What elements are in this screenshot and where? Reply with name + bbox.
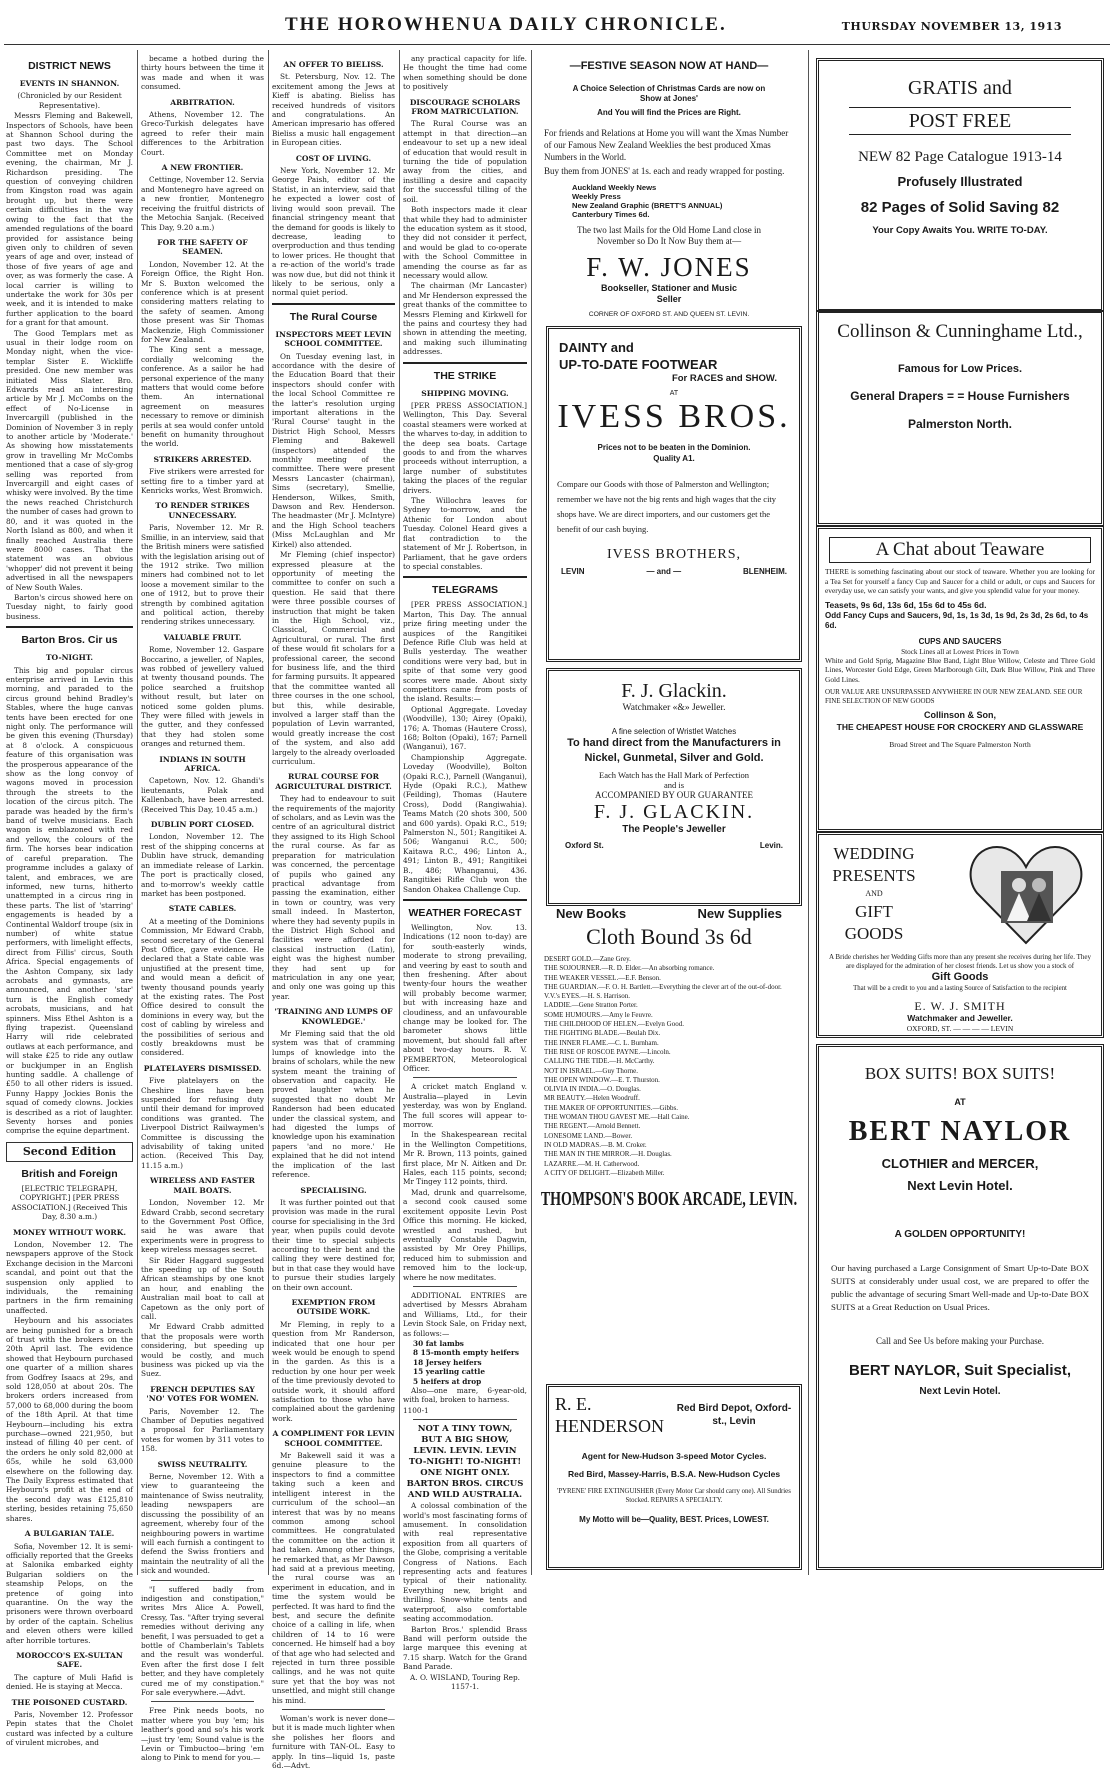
pages-line: 82 Pages of Solid Saving 82	[860, 199, 1060, 216]
book-entry: LADDIE.—Gene Stratton Porter.	[544, 1001, 638, 1010]
article-paragraph: A cricket match England v. Australia—played in Levin yesterday, was won by England. The full scores will appear to-morrow.	[403, 1082, 527, 1130]
naylor-at: AT	[954, 1097, 966, 1107]
book-entry: THE OPEN WINDOW.—E. T. Thurston.	[544, 1075, 660, 1084]
palmerston-line: Palmerston North.	[907, 417, 1012, 431]
next-hotel-line: Next Levin Hotel.	[919, 1386, 1001, 1397]
article-paragraph: Wellington, Nov. 13. Indications (12 noon to-day) are for south-easterly winds, moderate to strong prevailing, and veering by east to south and then freshening. After about twenty-four hours the weather will probably become warmer, but with increasing haze and cloudiness, and an unfavourable change may be looked for. The barometer shows little movement, but should fall after about two-day hours. R. V. PEMBERTON, Meteorological Officer.	[403, 922, 527, 1073]
smith-name: E. W. J. SMITH	[914, 999, 1006, 1013]
heading-tonight: TO-NIGHT.	[45, 653, 94, 663]
next-levin-line: Next Levin Hotel.	[907, 1178, 1013, 1193]
collinson-name: Collinson & Cunninghame Ltd.,	[837, 321, 1083, 342]
wedding-line: PRESENTS	[832, 866, 916, 885]
stock-entry: 5 heifers at drop	[413, 1376, 482, 1386]
wedding-line: GOODS	[844, 924, 904, 943]
drapers-line: General Drapers = = House Furnishers	[850, 389, 1070, 403]
circus-line: LEVIN. LEVIN. LEVIN	[413, 1446, 517, 1457]
heading-swiss: SWISS NEUTRALITY.	[157, 1459, 248, 1469]
circus-line: BUT A BIG SHOW,	[421, 1435, 509, 1446]
article-paragraph: The Rural Course was an attempt in that direction—an endeavour to set up a new ideal of education that would result in turning the tide of population away from the cities, and instilling a desire and capacity for the successful tilling of the soil.	[403, 119, 527, 204]
ivess-and: — and —	[646, 567, 682, 576]
heading-discourage: DISCOURAGE SCHOLARS FROM MATRICULATION.	[409, 97, 521, 117]
article-paragraph: Athens, November 12. The Greco-Turkish delegates have agreed to refer their main differences to the Arbitration Court.	[141, 110, 264, 157]
article-paragraph: The chairman (Mr Lancaster) and Mr Henderson expressed the great thanks of the committee to Messrs Fleming and Kirkwell for the pains and courtesy they had shown in attending the meeting, and making such illuminating addresses.	[403, 281, 527, 357]
article-paragraph: The capture of Muli Hafid is denied. He is staying at Mecca.	[6, 1672, 133, 1692]
heading-custard: THE POISONED CUSTARD.	[11, 1697, 128, 1707]
divider	[413, 1419, 517, 1420]
column-rule	[268, 50, 269, 1575]
naylor-paragraph: Our having purchased a Large Consignment of Smart Up-to-Date BOX SUITS at considerably under usual cost, we are prepared to offer the public the advantage of securing Smart Well-made and Up-to-Date BOX SUITS at a Great Reduction on Usual Prices.	[831, 1263, 1089, 1312]
jones-address: CORNER OF OXFORD ST. AND QUEEN ST. LEVIN.	[588, 311, 750, 318]
wedding-line: AND	[865, 889, 883, 898]
book-entry: MR BEAUTY.—Helen Woodruff.	[544, 1094, 640, 1103]
article-paragraph: Paris, November 12. The Chamber of Deputies negatived a proposal for Parliamentary votes for women by 311 votes to 158.	[141, 1406, 264, 1454]
glackin-big-name: F. J. GLACKIN.	[593, 801, 755, 823]
box-suits-line: BOX SUITS! BOX SUITS!	[864, 1064, 1056, 1083]
heading-cost: COST OF LIVING.	[295, 153, 372, 163]
column-3	[272, 54, 395, 1770]
naylor-name: BERT NAYLOR	[848, 1116, 1072, 1147]
thompson-advert	[538, 906, 800, 1376]
heading-french: FRENCH DEPUTIES SAY 'NO' VOTES FOR WOMEN.	[146, 1384, 259, 1404]
gratis-line: POST FREE	[849, 107, 1071, 135]
teaware-paragraph: THERE is something fascinating about our stock of teaware. Whether you are looking for a Tea Set for yourself a fancy Cup and Saucer for a child or adult, or cups and Saucers for everyday use, we can satisfy your wants, and give you splendid value for your money.	[825, 567, 1095, 595]
book-entry: NOT IN ISRAEL.—Guy Thorne.	[544, 1066, 639, 1075]
article-paragraph: Sir Rider Haggard suggested the speeding up of the South African steamships by one knot an hour, and enabling the Australian mail boat to call at Capetown as the only port of call.	[141, 1255, 264, 1321]
teaware-advert	[816, 526, 1104, 832]
books-cloth: Cloth Bound 3s 6d	[586, 924, 752, 949]
column-4	[403, 54, 527, 1691]
naylor-advert	[816, 1044, 1104, 1570]
collinson-son: Collinson & Son,	[924, 710, 996, 720]
article-paragraph: London, November 12. At the Foreign Office, the Right Hon. Mr S. Buxton welcomed the conference which is at present considering matters relating to the safety of seamen. Among those present was Sir Thomas Mackenzie, High Commissioner for New Zealand.	[141, 259, 264, 344]
glackin-line: Each Watch has the Hall Mark of Perfection	[599, 770, 749, 780]
heading-training: 'TRAINING AND LUMPS OF KNOWLEDGE.'	[274, 1007, 393, 1026]
heading-cables: STATE CABLES.	[168, 904, 237, 914]
ivess-full-name: IVESS BROTHERS,	[606, 547, 742, 562]
article-paragraph: Mad, drunk and quarrelsome, a second cook caused some excitement opposite Levin Post Office this morning. He kicked, wrestled and rushed, but eventually Constable Dagwin, assisted by Mr Orey Phillips, reduced him to submission and removed him to the lock-up, where he now meditates.	[403, 1187, 527, 1282]
article-paragraph: Berne, November 12. With a view to guaranteeing the maintenance of Swiss neutrality, leading newspapers are discussing the possibility of an agreement, whereby four of the neighbouring powers in wartime will each furnish a contingent to defend the Swiss frontiers and maintain the neutrality of all the sick and wounded.	[141, 1472, 264, 1576]
divider	[282, 1709, 385, 1710]
book-entry: THE MAN IN THE MIRROR.—H. Douglas.	[544, 1150, 672, 1159]
heading-specialising: SPECIALISING.	[300, 1185, 367, 1195]
divider	[413, 1286, 517, 1287]
collinson-drapers-advert	[816, 310, 1104, 526]
teaware-paragraph: OUR VALUE ARE UNSURPASSED ANYWHERE IN OUR NEW ZEALAND. SEE OUR FINE SELECTION OF NEW GOODS	[825, 688, 1083, 705]
heading-british-foreign: British and Foreign	[21, 1167, 118, 1180]
divider	[403, 899, 527, 901]
weekly-title: Canterbury Times 6d.	[572, 210, 650, 219]
article-paragraph: Both inspectors made it clear that while they had to administer the education system as it stood, they did not consider it perfect, and would be glad to co-operate with the School Committee in amending the course as far as necessary would allow.	[403, 205, 527, 280]
article-paragraph: Rome, November 12. Gaspare Boccarino, a jeweller, of Naples, was robbed of jewellery valued at twenty thousand pounds. The police searched a fruitshop without result, but later on noticed some golden plums. They were filled with jewels in the gutter, and they confessed that they had stolen some oranges and returned them.	[141, 645, 264, 749]
books-new: New Books	[556, 906, 627, 921]
weekly-title: Weekly Press	[572, 192, 621, 201]
advert-paragraph: Free Pink needs boots, no matter where you buy 'em; his leather's good and so's his work—just try 'em; Sound value is the Levin or Timbuctoo—bring 'em along to Pink to mend for you.—	[141, 1706, 264, 1763]
jones-name: F. W. JONES	[586, 252, 752, 282]
column-rule	[399, 50, 400, 1575]
book-entry: THE CHILDHOOD OF HELEN.—Evelyn Good.	[544, 1020, 684, 1029]
circus-line: AND WILD AUSTRALIA.	[407, 1490, 523, 1501]
xmas-paragraph: Buy them from JONES' at 1s. each and ready wrapped for posting.	[544, 166, 785, 176]
wedding-line: GIFT	[855, 902, 893, 921]
glackin-line: The People's Jeweller	[622, 824, 726, 835]
wedding-line: WEDDING	[833, 844, 915, 863]
article-paragraph: Optional Aggregate. Loveday (Woodville), 130; Airey (Opaki), 176; A. Thomas (Hautere Cross), 168; Bolton (Opaki), 167; Parnell (Wanganui), 167.	[403, 704, 527, 752]
book-entry: THE RISE OF ROSCOE PAYNE.—Lincoln.	[544, 1047, 671, 1056]
glackin-town: Levin.	[759, 841, 783, 850]
column-rule	[808, 50, 809, 1575]
article-paragraph: Sofia, November 12. It is semi-officially reported that the Greeks at Salonika embarked eighty Bulgarian soldiers on the steamship Pelops, on the pretence of going into quarantine. On the way the prisoners were thrown overboard by order of the captain. Schelius and eleven others were killed after horrible tortures.	[6, 1541, 133, 1645]
column-rule	[137, 50, 138, 1575]
heading-telegrams: TELEGRAMS	[432, 584, 498, 597]
ivess-name: IVESS BROS.	[557, 398, 791, 435]
henderson-name: R. E. HENDERSON	[555, 1394, 665, 1436]
book-entry: SOME HUMOURS.—Amy le Feuvre.	[544, 1010, 653, 1019]
ivess-line: DAINTY and	[559, 340, 634, 355]
article-paragraph: St. Petersburg, Nov. 12. The excitement among the Jews at Kieff is abating. Bieliss has received hundreds of visitors and congratulations. An American impresario has offered Bieliss a music hall engagement in European cities.	[272, 72, 395, 148]
stock-entry: Also—one mare, 6-year-old, with foal, broken to harness.	[403, 1386, 527, 1405]
smith-wedding-advert	[816, 832, 1104, 1038]
column-rule	[531, 50, 532, 1575]
henderson-bikes: Red Bird, Massey-Harris, B.S.A. New-Hudson Cycles	[567, 1469, 781, 1479]
article-paragraph: Paris, November 12. Mr R. Smillie, in an interview, said that the British miners were satisfied with the legislation arising out of the 1912 strike. Two million miners had combined not to let loose a movement similar to the one of 1912, but to prove their strength by combined agitation and political action, thereby rendering strikes unnecessary.	[141, 523, 264, 627]
article-paragraph: became a hotbed during the thirty hours between the time it was made and when it was consumed.	[141, 54, 264, 92]
circus-line: ONE NIGHT ONLY.	[420, 1468, 510, 1479]
article-paragraph: Mr Fleming said that the old system was that of cramming lumps of knowledge into the brains of scholars, while the new system meant the training of observation and capacity. He proved laughter when he suggested that no doubt Mr Randerson had been educated under the classical system, and had digested the lumps of knowledge upon his examination papers 'and no more.' He explained that he did not intend the implication of the last reference.	[272, 1029, 395, 1180]
article-paragraph: Barton Bros.' splendid Brass Band will perform outside the large marquee this evening at 7.15 sharp. Watch for the Grand Band Parade.	[403, 1624, 527, 1672]
article-paragraph: In the Shakespearean recital in the Wellington Competitions, Mr R. Brown, 113 points, gained first place, Mr N. Aitken and Dr. Hales, each 115 points, second; Mr Tingey 112 points, third.	[403, 1130, 527, 1187]
mails-notice: The two last Mails for the Old Home Land close in November so Do It Now Buy them at—	[577, 225, 761, 246]
stock-entry: 30 fat lambs	[413, 1338, 464, 1348]
stock-entry: 15 yearling cattle	[413, 1367, 485, 1377]
article-paragraph: London, November 12. The rest of the shipping concerns at Dublin have struck, demanding an immediate release of Larkin. The port is practically closed, and to-morrow's weekly cattle market has been postponed.	[141, 832, 264, 898]
ivess-compare: Compare our Goods with those of Palmerston and Wellington; remember we have not the big rents and high wages that the city shops have. We are direct importers, and our customers get the benefit of our cash buying.	[557, 479, 777, 534]
credit-line: That will be a credit to you and a lasting Source of Satisfaction to the recipient	[853, 985, 1067, 992]
advert-paragraph: "I suffered badly from indigestion and constipation," writes Mrs Alice A. Powell, Cressy, Tas. "After trying several remedies without deriving any benefit, I was persuaded to get a bottle of Chamberlain's Tablets and the result was wonderful. Even after the first dose I felt better, and they have completely cured me of my constipation." For sale everywhere.—Advt.	[141, 1584, 264, 1697]
heading-rural-agri: RURAL COURSE FOR AGRICULTURAL DISTRICT.	[275, 772, 392, 791]
divider	[272, 303, 395, 305]
teaware-heading: A Chat about Teaware	[829, 537, 1091, 563]
advert-paragraph: Woman's work is never done—but it is made much lighter when she polishes her floors and furniture with TAN-OL. Easy to apply. In tins—liquid 1s, paste 6d.—Advt.	[272, 1714, 395, 1770]
heading-rural-course: The Rural Course	[289, 310, 378, 323]
smith-address: OXFORD, ST. — — — — LEVIN	[906, 1024, 1014, 1033]
ivess-line: For RACES and SHOW.	[671, 373, 777, 384]
article-paragraph: Cettinge, November 12. Servia and Montenegro have agreed on a new frontier, Montenegro receiving the fruitful districts of the Metochia Sanjak. (Received This Day, 9.20 a.m.)	[141, 175, 264, 232]
article-paragraph: The Willochra leaves for Sydney to-morrow, and the Athenic for London about Tuesday. Colonel Heard gives a flat contradiction to the statement of Mr J. Robertson, in Parliament, that he gave orders to special constables.	[403, 496, 527, 571]
heading-platelayers: PLATELAYERS DISMISSED.	[143, 1063, 262, 1073]
teaware-prices: Teasets, 9s 6d, 13s 6d, 15s 6d to 45s 6d.	[825, 599, 987, 610]
article-paragraph: Paris, November 12. Professor Pepin states that the Cholet custard was infected by a culture of virulent microbes, and	[6, 1710, 133, 1748]
heading-fruit: VALUABLE FRUIT.	[163, 632, 242, 642]
jones-advert	[538, 58, 800, 318]
article-paragraph: London, November 12. Mr Edward Crabb, second secretary to the Government Post Office, said he was aware that experiments were in progress to keep wireless messages secret.	[141, 1198, 264, 1255]
book-entry: THE WOMAN THOU GAVEST ME.—Hall Caine.	[544, 1113, 690, 1122]
henderson-agent: Agent for New-Hudson 3-speed Motor Cycles.	[581, 1451, 767, 1461]
heading-second-edition: Second Edition	[6, 1142, 133, 1162]
article-paragraph: Five strikers were arrested for setting fire to a timber yard at Kenricks works, West Bromwich.	[141, 467, 264, 496]
heading-dublin: DUBLIN PORT CLOSED.	[150, 820, 255, 830]
article-paragraph: The Good Templars met as usual in their lodge room on Monday night, when the vice-templar Sister E. Wickliffe presided. One new member was initiated Miss Slater. Bro. Edwards read an interesting article by Mr J. McCombs on the effect of No-License in Invercargill (published in the Dominion of November 3 in reply to another article by 'Moderate.' As showing how misstatements grow in travelling Mr McCombs mentioned that a case of sly-grog selling was reported from Invercargill and eight cases of whisky were involved. By the time the news reached Christchurch the number of cases had grown to 80, and it was quoted in the North Island as 800, and when it finally reached Australia there were 8000 cases. That the statement was an obvious 'whopper' did not prevent it being advertised in all the newspapers of New South Wales.	[6, 328, 133, 592]
heading-strikers: STRIKERS ARRESTED.	[153, 454, 252, 464]
festive-heading: —FESTIVE SEASON NOW AT HAND—	[569, 60, 769, 72]
article-paragraph: Mr Fleming (chief inspector) expressed pleasure at the opportunity of meeting the committee to confer on such a question. He said that there were three possible courses of instruction that might be taken in the High School, viz., Classical, Commercial and Agricultural, or rural. The first of these would fit scholars for a professional career, the second for business life, and the third for farming pursuits. It appeared that the committee wanted all three courses in the one school, but this, while desirable, involved a larger staff than the population of Levin warranted, would greatly increase the cost of the system, and also add largely to the already overloaded curriculum.	[272, 550, 395, 767]
ivess-town: LEVIN	[561, 567, 585, 576]
divider	[6, 626, 133, 628]
weekly-title: New Zealand Graphic (BRETT'S ANNUAL)	[572, 201, 723, 210]
ivess-at: AT	[669, 390, 679, 397]
book-entry: THE SOJOURNER.—R. D. Elder.—An absorbing romance.	[544, 964, 715, 973]
henderson-extinguisher: 'PYRENE' FIRE EXTINGUISHER (Every Motor Car should carry one). All Sundries Stocked. REPAIRS A SPECIALTY.	[557, 1488, 791, 1504]
article-paragraph: At a meeting of the Dominions Commission, Mr Edward Crabb, second secretary of the General Post Office, gave evidence. He declared that a State cable was unjustified at the present time, and would mean a deficit of twenty thousand pounds yearly at the existing rates. The Post Office desired to consult the dominions in every way, but the cost of cabling by wireless and the possibilities of serious and costly breakdowns must be considered.	[141, 916, 264, 1058]
newspaper-title: THE HOROWHENUA DAILY CHRONICLE.	[285, 14, 727, 35]
article-paragraph: New York, November 12. Mr George Paish, editor of the Statist, in an interview, said that he expected a lower cost of living would soon prevail. The financial stringency meant that the demand for goods is likely to decrease, leading to overproduction and thus tending to lower prices. He thought that a re-action of the world's trade was now due, but did not think it likely to be serious, only a normal quiet period.	[272, 166, 395, 298]
henderson-motto: My Motto will be—Quality, BEST. Prices, LOWEST.	[579, 1515, 769, 1524]
heading-arbitration: ARBITRATION.	[170, 97, 235, 107]
heading-frontier: A NEW FRONTIER.	[161, 163, 244, 173]
wedding-paragraph: A Bride cherishes her Wedding Gifts more than any present she receives during her life. They are displayed for the admiration of her closest friends. Let us show you a stock of	[829, 953, 1091, 970]
glackin-line: A fine selection of Wristlet Watches	[611, 727, 737, 736]
illustrated-line: Profusely Illustrated	[897, 174, 1023, 189]
heading-seamen: FOR THE SAFETY OF SEAMEN.	[157, 237, 248, 257]
article-paragraph: Barton's circus showed here on Tuesday night, to fairly good business.	[6, 592, 133, 621]
heading-wireless: WIRELESS AND FASTER MAIL BOATS.	[150, 1176, 255, 1195]
heading-district-news: DISTRICT NEWS	[28, 60, 111, 72]
await-line: Your Copy Awaits You. WRITE TO-DAY.	[872, 225, 1048, 236]
article-paragraph: (Chronicled by our Resident Representative).	[17, 91, 122, 110]
naylor-suit-specialist: BERT NAYLOR, Suit Specialist,	[849, 1362, 1071, 1379]
masthead	[0, 0, 1114, 46]
book-entry: THE INNER FLAME.—C. L. Burnham.	[544, 1038, 659, 1047]
heading-bieliss: AN OFFER TO BIELISS.	[283, 60, 384, 69]
ivess-town: BLENHEIM.	[742, 567, 787, 576]
collinson-catalogue-advert	[816, 58, 1104, 312]
book-entry: THE GUARDIAN.—F. O. H. Bartlett.—Everything the clever art of the out-of-door.	[544, 982, 782, 991]
smith-trade: Watchmaker and Jeweller.	[907, 1013, 1013, 1023]
ivess-line: UP-TO-DATE FOOTWEAR	[559, 357, 718, 372]
thompson-name: THOMPSON'S BOOK ARCADE, LEVIN.	[540, 1189, 798, 1211]
article-paragraph: London, November 12. The newspapers approve of the Stock Exchange decision in the Marconi scandal, and point out that the suspension only applied to individuals, the remaining partners in the firm remaining unaffected.	[6, 1239, 133, 1315]
book-entry: V.V.'s EYES.—H. S. Harrison.	[544, 992, 630, 1001]
heading-barton-circus: Barton Bros. Cir us	[21, 634, 118, 647]
heading-strike: THE STRIKE	[433, 369, 497, 382]
cards-line: And You will find the Prices are Right.	[597, 108, 741, 117]
call-line: Call and See Us before making your Purchase.	[876, 1336, 1044, 1346]
catalogue-line: NEW 82 Page Catalogue 1913-14	[858, 149, 1062, 165]
article-paragraph: It was further pointed out that provision was made in the rural course for specialising in the 3rd year, when pupils could devote their time to special subjects according to their bent and the calling they were destined for, but in that case they would have to pursue their studies largely on their own account.	[272, 1197, 395, 1292]
cards-line: A Choice Selection of Christmas Cards are now on Show at Jones'	[572, 84, 766, 103]
gift-goods: Gift Goods	[931, 971, 989, 983]
heading-indians: INDIANS IN SOUTH AFRICA.	[159, 754, 246, 774]
article-paragraph: Championship Aggregate. Loveday (Woodville), Bolton (Opaki R.C.), Parnell (Wanganui), Hyde (Opaki R.C.), Mathew (Feilding), Thomas (Hautere Cross), Dodd (Rangiwahia). Teams Match (20 shots 300, 500 and 600 yards). Opaki R.C., 519; Palmerston N., 501; Rangitikei A. 506; Wanganui R.C., 500; Kaitawa R.C., 496; Linton A., 491; Linton B., 491; Rangitikei B., 486; Whanganui, 436. Rangitikei Rifle Club won the Sandon Ohakea Challenge Cup.	[403, 752, 527, 894]
books-supplies: New Supplies	[697, 906, 782, 921]
famous-line: Famous for Low Prices.	[897, 363, 1023, 375]
book-entry: CALLING THE TIDE.—H. McCarthy.	[544, 1057, 655, 1066]
glackin-line: ACCOMPANIED BY OUR GUARANTEE	[594, 790, 754, 800]
golden-line: A GOLDEN OPPORTUNITY!	[894, 1229, 1026, 1240]
issue-date: THURSDAY NOVEMBER 13, 1913	[841, 20, 1062, 33]
clothier-line: CLOTHIER and MERCER,	[881, 1156, 1039, 1171]
article-paragraph: They had to endeavour to suit the requirements of the majority of scholars, and as Levin was the centre of an agricultural district they assigned to its High School the rural course. As far as preparation for matriculation was concerned, the percentage of pupils who gained any practical advantage from passing the examination, either in town or country, was very small indeed. In Masterton, where they had seventy pupils in the District High School and facilities were afforded for classical instruction (Latin), eight was the highest number they had sent up for matriculation in any one year, and only one was going up this year.	[272, 794, 395, 1001]
article-paragraph: [ELECTRIC TELEGRAPH, COPYRIGHT.] [PER PRESS ASSOCIATION.] (Received This Day, 8.30 a.m.)	[11, 1183, 128, 1222]
glackin-trade: Watchmaker «&» Jeweller.	[622, 703, 726, 713]
teaware-prices: Odd Fancy Cups and Saucers, 9d, 1s, 1s 3d, 1s 9d, 2s 3d, 2s 6d, to 4s 6d.	[825, 610, 1089, 630]
stock-entry: 8 15-month empty heifers	[413, 1348, 519, 1358]
article-paragraph: A colossal combination of the world's most fascinating forms of amusement. In consolidation with real representative exposition from all quarters of the Globe, comprising a veritable Congress of Nations. Each representing acts and features typical of their nationality. Everything new, bright and thrilling. Snow-white tents and waterproof, also comfortable seating accommodation.	[403, 1501, 527, 1624]
divider	[403, 362, 527, 364]
divider	[151, 1701, 254, 1702]
book-entry: THE FIGHTING BLADE.—Beulah Dix.	[544, 1029, 661, 1038]
book-entry: THE REGENT.—Arnold Bennett.	[544, 1122, 641, 1131]
circus-line: BARTON BROS. CIRCUS	[406, 1479, 524, 1490]
circus-line: TO-NIGHT! TO-NIGHT!	[408, 1457, 522, 1468]
heading-shannon: EVENTS IN SHANNON.	[19, 79, 120, 88]
article-paragraph: Capetown, Nov. 12. Ghandi's lieutenants, Polak and Kallenbach, have been arrested. (Received This Day, 10.45 a.m.)	[141, 776, 264, 814]
article-paragraph: Mr Fleming, in reply to a question from Mr Randerson, indicated that one hour per week would be enough to spend in the garden. As this is a reduction by one hour per week of the time previously devoted to outside work, it should afford satisfaction to those who have complained about the gardening work.	[272, 1319, 395, 1423]
stock-sale-intro: ADDITIONAL ENTRIES are advertised by Messrs Abraham and Williams, Ltd., for their Levin Stock Sale, on Friday next, as follows:—	[403, 1290, 527, 1338]
cups-heading: CUPS AND SAUCERS	[918, 636, 1002, 646]
weekly-title: Auckland Weekly News	[572, 183, 657, 192]
glackin-street: Oxford St.	[565, 841, 604, 850]
article-paragraph: Heybourn and his associates are being punished for a breach of trust with the brokers on the 20th April last. The evidence showed that Heybourn purchased one quarter of a million shares from Godfrey Isaacs at 29s, and sold 128,050 at about 20s. The brokers orders increased from 57,000 to 68,000 during the boom of the 18th April. At that time Heybourn—including his extra purchase—owned 221,950, but instead of filling 40 per cent. of the orders he only sold 82,000 at 65s, while he sold 63,000 elsewhere on the following day. The Daily Express estimated that Heybourn's profit at the end of the second day was £125,810 sterling, besides retaining 75,650 shares.	[6, 1316, 133, 1523]
article-paragraph: [PER PRESS ASSOCIATION.] Marton, This Day. The annual prize firing meeting under the auspices of the Rangitikei Defence Rifle Club was held at Bulls yesterday. The weather conditions were very bad, but in spite of that some very good scores were made. About sixty competitors came from posts of the island. Results:—	[403, 600, 527, 704]
heading-exemption: EXEMPTION FROM OUTSIDE WORK.	[291, 1297, 376, 1317]
glackin-advert	[546, 668, 802, 906]
article-paragraph: [PER PRESS ASSOCIATION.] Wellington, This Day. Several coastal steamers were worked at the wharves to-day, in addition to the deep sea boats. Cartage goods to and from the wharves proceeds without interruption, a large number of substitutes taking the places of the regular drivers.	[403, 401, 527, 495]
stock-line: Stock Lines all at Lowest Prices in Town	[901, 647, 1019, 656]
article-paragraph: This big and popular circus enterprise arrived in Levin this morning, and paraded to the circus ground behind Bradley's Stables, where the huge canvas tents have been erected for one night only. The performance will be given this evening (Thursday) at 8 o'clock. A conspicuous feature of this organisation was the prosperous appearance of the show as the long convoy of wagons moved in procession through the streets to the location of the circus pitch. The parade was headed by the firm's band of twelve musicians. Each wagon is emblazoned with red and yellow, the colours of the firm. The horses bear indication of careful preparation. The programme includes a galaxy of talent, and embraces, we are informed, new turns, hitherto unattempted in a circus ring in these parts. The list of 'starring' engagements is headed by a Continental Waldorf troupe (six in number) of white statue performers, with limelight effects, direct from Fillis' circus, South Africa. Special engagements of the Ashton Company, six lady acrobats and gymnasts, are announced, and another 'star' turn is the English comedy acrobats, musicians, and hat spinners. Miss Ethel Ashton is a flying trapezist. Queensland Harry will ride celebrated outlaws at each performance, and will stake £25 to ride any outlaw or buckjumper in an English hunting saddle. A challenge of £50 to all other riders is issued. Funny Happy Jockies Bonis the squad of comedy clowns. Jockies is described as a riot of laughter. Seventy horses and ponies comprise the equine department.	[6, 665, 133, 1136]
article-paragraph: Messrs Fleming and Bakewell, Inspectors of Schools, have been at Shannon School during the past two days. The School Committee met on Monday evening, the chairman, Mr J. Richardson presiding. The question of conveying children from Kingston road was again brought up, but there were certain difficulties in the way owing to the fact that the amended regulations of the board provided for assistance being given only to children of seven years of age and over, instead of those of five years of age and over, as was formerly the case. A local carrier is willing to undertake the work for 30s per week, and it is intended to make further application to the board for a grant for that amount.	[6, 111, 133, 328]
book-entry: THE MAKER OF OPPORTUNITIES.—Gibbs.	[544, 1103, 678, 1112]
ivess-advert	[546, 326, 802, 662]
glackin-name: F. J. Glackin.	[621, 680, 727, 702]
book-entry: OLIVIA IN INDIA.—O. Douglas.	[544, 1085, 641, 1094]
divider	[403, 576, 527, 578]
henderson-advert	[546, 1384, 802, 1570]
book-entry: LONESOME LAND.—Bower.	[544, 1131, 633, 1140]
column-2	[141, 54, 264, 1763]
heading-render: TO RENDER STRIKES UNNECESSARY.	[155, 501, 250, 520]
book-entry: A CITY OF DELIGHT.—Elizabeth Miller.	[544, 1168, 665, 1177]
ivess-price: Prices not to be beaten in the Dominion.	[597, 443, 751, 452]
stock-ref: 1100-1	[403, 1405, 429, 1415]
divider	[151, 1580, 254, 1581]
heading-inspectors: INSPECTORS MEET LEVIN SCHOOL COMMITTEE.	[275, 329, 392, 349]
column-1	[6, 54, 133, 1748]
henderson-depot: Red Bird Depot, Oxford-st., Levin	[676, 1403, 792, 1427]
xmas-paragraph: For friends and Relations at Home you will want the Xmas Number of our Famous New Zealand Weeklies the best produced Xmas Numbers in the World.	[544, 128, 789, 162]
broad-line: Broad Street and The Square Palmerston North	[889, 740, 1031, 749]
book-entry: THE WEAKER VESSEL.—E.F. Benson.	[544, 973, 661, 982]
masthead-rule	[4, 44, 1110, 45]
article-paragraph: Mr Edward Crabb admitted that the proposals were worth considering, but speeding up would be costly, and much business was picked up via the Suez.	[141, 1322, 264, 1379]
divider	[413, 1077, 517, 1078]
heading-weather: WEATHER FORECAST	[408, 906, 522, 919]
article-paragraph: Five platelayers on the Cheshire lines have been suspended for refusing duty until their demand for improved conditions was granted. The Liverpool District Railwaymen's Committee is discussing the advisability of taking united action. (Received This Day, 11.15 a.m.)	[141, 1076, 264, 1170]
article-paragraph: Mr Bakewell said it was a genuine pleasure to the inspectors to find a committee taking such a keen and intelligent interest in the curriculum of the school—an interest that was by no means common among school committees. He congratulated the committee on the action it had taken. Among other things, he remarked that, as Mr Dawson had said at a previous meeting, the rural course was an experiment in education, and in time the system would be perfected. It was hard to find the best, and secure the definite choice of a calling in life, when children of 14 to 16 were concerned. He himself had a boy of that age who had selected and rejected in turn three possible callings, and he was not quite sure yet that the boy was not unsettled, and might still change his mind.	[272, 1451, 395, 1705]
article-paragraph: On Tuesday evening last, in accordance with the desire of the Education Board that their inspectors should confer with the local School Committee re the latter's resolution urging important alterations in the 'Rural Course' taught in the District High School, Messrs Fleming and Bakewell (inspectors) attended the monthly meeting of the committee. There were present Messrs Lancaster (chairman), Sims (secretary), Smellie, Henderson, Wilkes, Smith, Dawson and Rev. Henderson. The headmaster (Mr J. McIntyre) and the High School teachers (Miss McLaughlan and Mr Kirkel) also attended.	[272, 351, 395, 549]
heading-shipping: SHIPPING MOVING.	[421, 388, 509, 398]
article-paragraph: any practical capacity for life. He thought the time had come when something should be done to positively	[403, 54, 527, 92]
heading-compliment: A COMPLIMENT FOR LEVIN SCHOOL COMMITTEE.	[272, 1429, 395, 1448]
glackin-line: Nickel, Gunmetal, Silver and Gold.	[584, 752, 764, 764]
signature: A. O. WISLAND, Touring Rep. 1157-1.	[410, 1672, 520, 1691]
heading-bulgarian: A BULGARIAN TALE.	[24, 1529, 115, 1539]
jones-trade: Bookseller, Stationer and Music Seller	[600, 283, 738, 304]
book-entry: IN OLD MADRAS.—B. M. Croker.	[544, 1140, 647, 1149]
teaware-paragraph: White and Gold Sprig, Magazine Blue Band, Light Blue Willow, Celeste and Three Gold Lines, Worcester Gold Edge, Green Marlborough Gilt, Dark Blue Willow, Pink and Three Gold Lines.	[825, 655, 1095, 684]
circus-line: NOT A TINY TOWN,	[417, 1424, 513, 1435]
ivess-quality: Quality A1.	[653, 454, 695, 463]
gratis-line: GRATIS and	[908, 77, 1012, 99]
stock-entry: 18 Jersey heifers	[413, 1357, 482, 1367]
glackin-line: and is	[663, 780, 685, 790]
glackin-line: To hand direct from the Manufacturers in	[567, 737, 781, 749]
book-entry: DESERT GOLD.—Zane Grey.	[544, 955, 631, 963]
heading-morocco: MOROCCO'S EX-SULTAN SAFE.	[16, 1650, 123, 1670]
cheapest-line: THE CHEAPEST HOUSE FOR CROCKERY AND GLASSWARE	[836, 722, 1084, 732]
heading-money: MONEY WITHOUT WORK.	[13, 1227, 126, 1237]
heart-illustration-icon	[969, 841, 1084, 947]
article-paragraph: The King sent a message, cordially welcoming the conference. As a sailor he had personal experience of the many matters that would come before them. An international agreement on measures necessary to remove or diminish perils at sea would confer untold benefit on humanity throughout the world.	[141, 345, 264, 449]
book-entry: LAZARRE.—M. H. Catherwood.	[544, 1159, 640, 1168]
